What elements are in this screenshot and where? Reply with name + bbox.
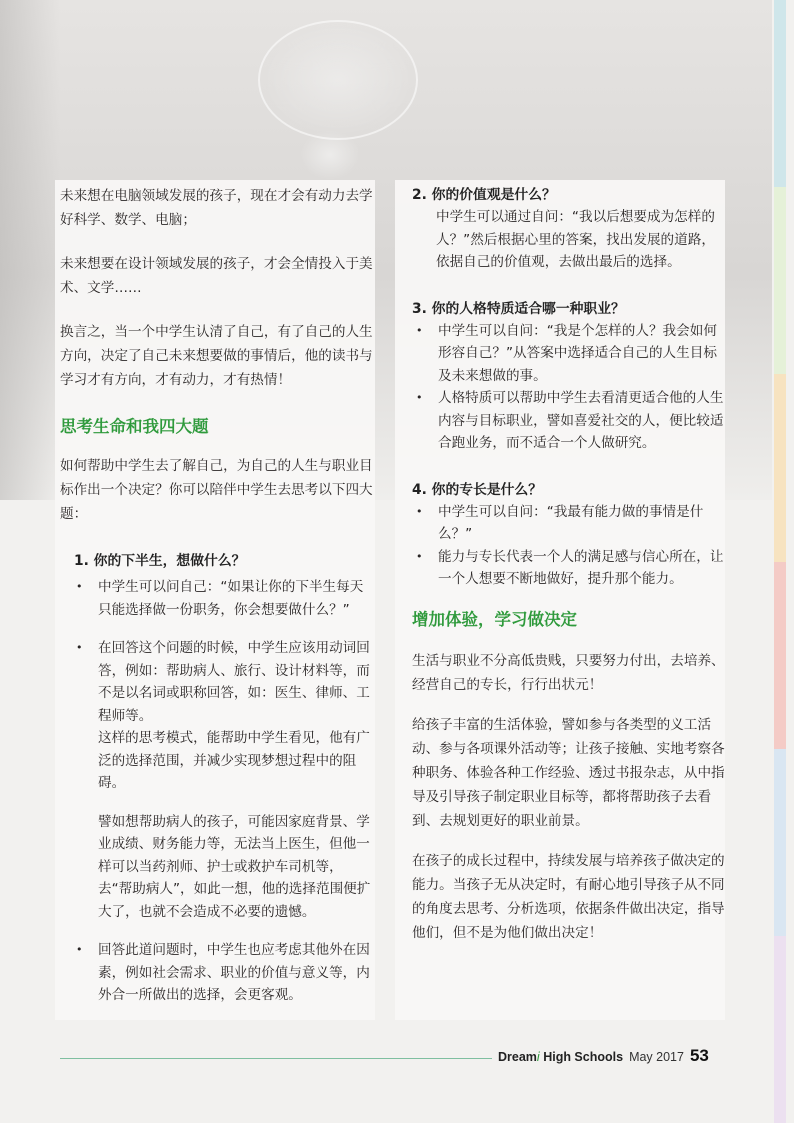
section-title-experience: 增加体验，学习做决定 xyxy=(412,609,577,629)
question-1-list-b3 xyxy=(60,939,376,1007)
edge-strip-segment xyxy=(774,562,786,749)
edge-strip-segment xyxy=(774,0,786,187)
edge-strip-segment xyxy=(774,936,786,1123)
question-3-list xyxy=(412,320,727,455)
paragraph-in-other-words: 换言之，当一个中学生认清了自己，有了自己的人生方向，决定了自己未来想要做的事情后，他的读书与学习才有方向，才有动力，才有热情！ xyxy=(60,324,373,388)
question-2-text: 中学生可以通过自问：“我以后想要成为怎样的人？”然后根据心里的答案，找出发展的道路，依据自己的价值观，去做出最后的选择。 xyxy=(436,209,715,270)
edge-strip-segment xyxy=(774,749,786,936)
footer-divider xyxy=(60,1058,492,1059)
lamp-decoration xyxy=(258,20,418,140)
paragraph-design-field: 未来想要在设计领域发展的孩子，才会全情投入于美术、文学…… xyxy=(60,256,373,296)
question-4-title: 4. 你的专长是什么？ xyxy=(412,481,543,498)
question-1-title: 1. 你的下半生，想做什么？ xyxy=(74,553,246,569)
paragraph-decision-ability: 在孩子的成长过程中，持续发展与培养孩子做决定的能力。当孩子无从决定时，有耐心地引导孩子从不同的角度去思考、分析选项，依据条件做出决定，指导他们，但不是为他们做出决定！ xyxy=(412,852,725,941)
question-1-bullet-2-continuation: 这样的思考模式，能帮助中学生看见，他有广泛的选择范围，并减少实现梦想过程中的阻碍。 xyxy=(98,730,370,791)
question-4-bullet-2: • 能力与专长代表一个人的满足感与信心所在，让一个人想要不断地做好，提升那个能力。 xyxy=(412,546,727,591)
question-3-bullet-2: • 人格特质可以帮助中学生去看清更适合他的人生内容与目标职业，譬如喜爱社交的人，便比较适合跑业务，而不适合一个人做研究。 xyxy=(412,387,727,455)
question-1-bullet-1: • 中学生可以问自己：“如果让你的下半生每天只能选择做一份职务，你会想要做什么？” xyxy=(72,576,376,621)
section-title-four-questions: 思考生命和我四大题 xyxy=(60,417,209,436)
magazine-brand xyxy=(498,1050,623,1064)
question-1-bullet-2: • 在回答这个问题的时候，中学生应该用动词回答，例如：帮助病人、旅行、设计材料等，而不是以名词或职称回答，如：医生、律师、工程师等。 xyxy=(72,637,376,727)
paragraph-computer-field: 未来想在电脑领域发展的孩子，现在才会有动力去学好科学、数学、电脑； xyxy=(60,188,373,228)
paragraph-no-high-low: 生活与职业不分高低贵贱，只要努力付出，去培养、经营自己的专长，行行出状元！ xyxy=(412,652,725,693)
paragraph-rich-experience: 给孩子丰富的生活体验，譬如参与各类型的义工活动、参与各项课外活动等；让孩子接触、实地考察各种职务、体验各种工作经验、透过书报杂志，从中指导及引导孩子制定职业目标等，都将帮助孩子去看到、去规划更好的职业前景。 xyxy=(412,716,725,829)
photo-shade xyxy=(0,0,60,500)
left-column xyxy=(60,180,376,1007)
brand-prefix: Dream xyxy=(498,1050,537,1064)
edge-strip-segment xyxy=(774,374,786,561)
question-1-list xyxy=(60,576,376,727)
footer xyxy=(498,1046,728,1070)
paragraph-intro: 如何帮助中学生去了解自己，为自己的人生与职业目标作出一个决定？你可以陪伴中学生去思考以下四大题： xyxy=(60,458,373,522)
question-2-title: 2. 你的价值观是什么？ xyxy=(412,187,556,203)
brand-italic: i xyxy=(536,1050,540,1064)
question-3-bullet-1: • 中学生可以自问：“我是个怎样的人？我会如何形容自己？”从答案中选择适合自己的人生目标及未来想做的事。 xyxy=(412,320,727,388)
brand-suffix: High Schools xyxy=(543,1050,624,1064)
page-edge-strip xyxy=(774,0,786,1123)
edge-strip-segment xyxy=(774,187,786,374)
question-3-title: 3. 你的人格特质适合哪一种职业？ xyxy=(412,300,625,317)
right-column xyxy=(412,180,727,945)
question-1-bullet-3: • 回答此道问题时，中学生也应考虑其他外在因素，例如社会需求、职业的价值与意义等，内外合一所做出的选择，会更客观。 xyxy=(72,939,376,1007)
question-4-bullet-1: • 中学生可以自问：“我最有能力做的事情是什么？” xyxy=(412,501,727,546)
question-4-list xyxy=(412,501,727,591)
issue-date: May 2017 xyxy=(629,1050,684,1064)
question-1-example: 譬如想帮助病人的孩子，可能因家庭背景、学业成绩、财务能力等，无法当上医生，但他一样可以当药剂师、护士或救护车司机等，去“帮助病人”，如此一想，他的选择范围便扩大了，也就不会造成不必要的遗憾。 xyxy=(98,813,371,920)
lamp-glow-decoration xyxy=(300,130,360,180)
page-number: 53 xyxy=(689,1046,709,1065)
